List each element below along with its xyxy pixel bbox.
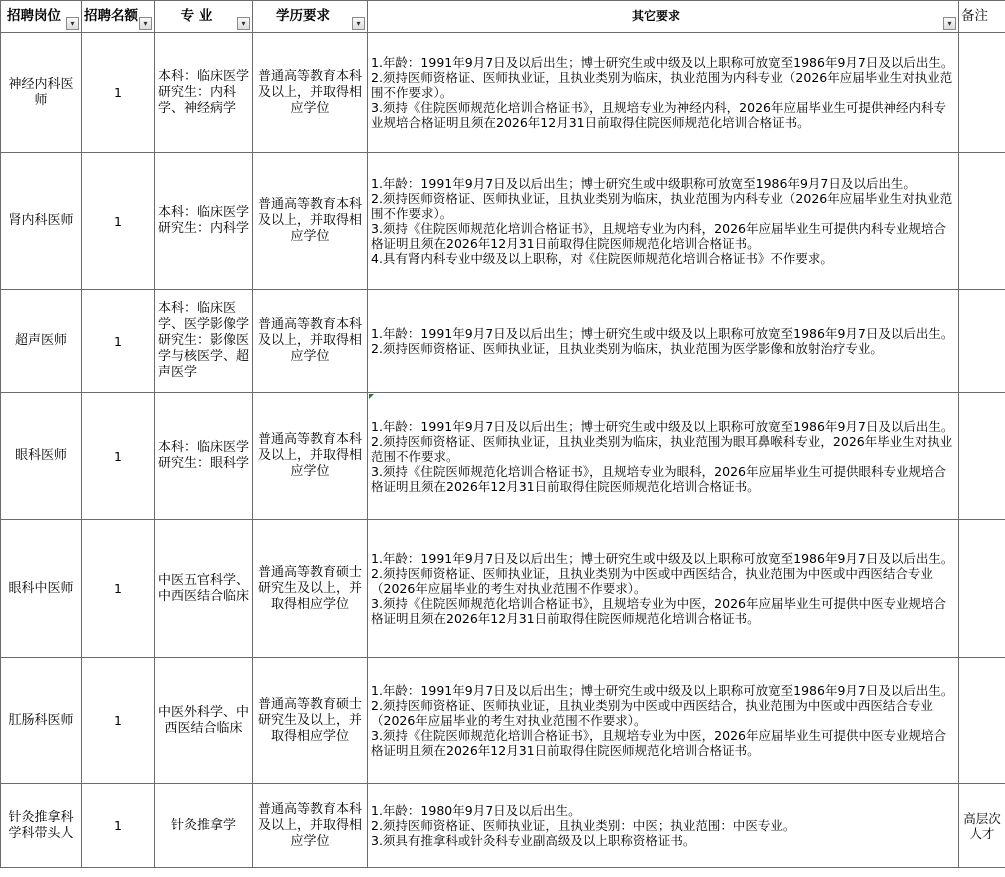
major-line: 本科：临床医学、医学影像学 [158, 301, 250, 332]
major-cell[interactable] [155, 658, 253, 784]
note-cell[interactable]: 高层次人才 [959, 784, 1005, 868]
table-row [1, 33, 1005, 153]
requirement-item: 2.须持医师资格证、医师执业证，且执业类别为临床，执业范围为眼耳鼻喉科专业，2026年毕业生对执业范围不作要求。 [371, 433, 953, 464]
requirement-item: 3.须持《住院医师规范化培训合格证书》，且规培专业为中医，2026年应届毕业生可提供中医专业规培合格证明且须在2026年12月31日前取得住院医师规范化培训合格证书。 [371, 728, 946, 758]
note-cell[interactable] [959, 290, 1005, 393]
requirement-item: 4.具有肾内科专业中级及以上职称，对《住院医师规范化培训合格证书》不作要求。 [371, 251, 833, 266]
filter-dropdown-icon[interactable]: ▾ [943, 17, 956, 30]
education-cell[interactable]: 普通高等教育本科及以上，并取得相应学位 [253, 290, 368, 393]
note-cell[interactable] [959, 520, 1005, 658]
count-cell[interactable]: 1 [82, 393, 155, 520]
position-cell[interactable]: 超声医师 [1, 290, 82, 393]
header-major [155, 1, 253, 33]
header-other [368, 1, 959, 33]
table-row [1, 520, 1005, 658]
count-cell[interactable]: 1 [82, 520, 155, 658]
filter-dropdown-icon[interactable]: ▾ [352, 17, 365, 30]
major-line: 中医外科学、中西医结合临床 [158, 704, 250, 736]
table-row [1, 658, 1005, 784]
major-line: 中医五官科学、中西医结合临床 [158, 572, 250, 604]
position-cell[interactable]: 眼科医师 [1, 393, 82, 520]
requirement-item: 2.须持医师资格证、医师执业证，且执业类别为临床，执业范围为医学影像和放射治疗专业。 [371, 341, 883, 356]
position-cell[interactable]: 肛肠科医师 [1, 658, 82, 784]
major-line: 研究生：内科学、神经病学 [158, 84, 237, 116]
major-line: 研究生：眼科学 [158, 456, 250, 471]
table-row [1, 290, 1005, 393]
header-note [959, 1, 1005, 33]
requirements-cell[interactable] [368, 520, 959, 658]
requirement-item: 1.年龄：1991年9月7日及以后出生；博士研究生或中级及以上职称可放宽至1986年9月7日及以后出生。 [371, 551, 954, 566]
header-note-label: 备注 [961, 8, 988, 24]
requirements-cell[interactable] [368, 290, 959, 393]
header-education-label: 学历要求 [276, 8, 330, 24]
major-line: 研究生：影像医学与核医学、超声医学 [158, 333, 250, 380]
education-cell[interactable]: 普通高等教育本科及以上，并取得相应学位 [253, 784, 368, 868]
requirement-item: 1.年龄：1991年9月7日及以后出生；博士研究生或中级及以上职称可放宽至1986年9月7日及以后出生。 [371, 326, 954, 341]
requirement-item: 3.须持《住院医师规范化培训合格证书》，且规培专业为内科，2026年应届毕业生可提供内科专业规培合格证明且须在2026年12月31日前取得住院医师规范化培训合格证书。 [371, 221, 946, 251]
major-cell[interactable] [155, 153, 253, 290]
requirement-item: 1.年龄：1991年9月7日及以后出生；博士研究生或中级及以上职称可放宽至1986年9月7日及以后出生。 [371, 418, 954, 434]
table-row [1, 784, 1005, 868]
note-cell[interactable] [959, 658, 1005, 784]
requirement-item: 1.年龄：1991年9月7日及以后出生；博士研究生或中级及以上职称可放宽至1986年9月7日及以后出生。 [371, 683, 954, 698]
education-cell[interactable]: 普通高等教育本科及以上，并取得相应学位 [253, 393, 368, 520]
requirement-item: 1.年龄：1980年9月7日及以后出生。 [371, 803, 581, 818]
position-cell[interactable]: 肾内科医师 [1, 153, 82, 290]
position-cell[interactable]: 针灸推拿科学科带头人 [1, 784, 82, 868]
header-other-label: 其它要求 [631, 9, 680, 23]
requirements-cell[interactable] [368, 784, 959, 868]
major-cell[interactable] [155, 784, 253, 868]
requirement-item: 1.年龄：1991年9月7日及以后出生；博士研究生或中级及以上职称可放宽至1986年9月7日及以后出生。 [371, 55, 954, 70]
education-cell[interactable]: 普通高等教育本科及以上，并取得相应学位 [253, 153, 368, 290]
requirements-cell[interactable] [368, 33, 959, 153]
major-cell[interactable] [155, 520, 253, 658]
header-count [82, 1, 155, 33]
requirements-cell[interactable] [368, 393, 959, 520]
major-line: 本科：临床医学 [158, 68, 250, 84]
education-cell[interactable]: 普通高等教育硕士研究生及以上，并取得相应学位 [253, 658, 368, 784]
header-position [1, 1, 82, 33]
requirement-item: 3.须持《住院医师规范化培训合格证书》，且规培专业为中医，2026年应届毕业生可提供中医专业规培合格证明且须在2026年12月31日前取得住院医师规范化培训合格证书。 [371, 596, 946, 626]
filter-dropdown-icon[interactable]: ▾ [66, 17, 79, 30]
requirement-item: 1.年龄：1991年9月7日及以后出生；博士研究生或中级职称可放宽至1986年9月7日及以后出生。 [371, 176, 916, 191]
requirement-item: 2.须持医师资格证、医师执业证，且执业类别为临床，执业范围为内科专业（2026年应届毕业生对执业范围不作要求）。 [371, 70, 953, 100]
note-cell[interactable] [959, 153, 1005, 290]
table-row [1, 153, 1005, 290]
count-cell[interactable]: 1 [82, 153, 155, 290]
cell-comment-marker-icon [369, 394, 374, 399]
major-cell[interactable] [155, 393, 253, 520]
header-major-label: 专 业 [180, 8, 213, 24]
major-line: 本科：临床医学 [158, 440, 250, 455]
education-cell[interactable]: 普通高等教育硕士研究生及以上，并取得相应学位 [253, 520, 368, 658]
count-cell[interactable]: 1 [82, 784, 155, 868]
requirement-item: 2.须持医师资格证、医师执业证，且执业类别为中医或中西医结合，执业范围为中医或中西医结合专业（2026年应届毕业的考生对执业范围不作要求）。 [371, 698, 933, 728]
requirement-item: 3.须持《住院医师规范化培训合格证书》，且规培专业为眼科，2026年应届毕业生可提供眼科专业规培合格证明且须在2026年12月31日前取得住院医师规范化培训合格证书。 [371, 463, 946, 494]
count-cell[interactable]: 1 [82, 290, 155, 393]
header-education [253, 1, 368, 33]
education-cell[interactable]: 普通高等教育本科及以上，并取得相应学位 [253, 33, 368, 153]
note-cell[interactable] [959, 393, 1005, 520]
filter-dropdown-icon[interactable]: ▾ [237, 17, 250, 30]
requirements-cell[interactable] [368, 153, 959, 290]
table-row [1, 393, 1005, 520]
major-cell[interactable] [155, 290, 253, 393]
header-row [1, 1, 1005, 33]
major-line: 本科：临床医学 [158, 205, 250, 220]
position-cell[interactable]: 神经内科医师 [1, 33, 82, 153]
major-line: 针灸推拿学 [170, 817, 236, 833]
requirements-cell[interactable] [368, 658, 959, 784]
requirement-item: 2.须持医师资格证、医师执业证，且执业类别为中医或中西医结合，执业范围为中医或中西医结合专业（2026年应届毕业的考生对执业范围不作要求）。 [371, 566, 933, 596]
requirement-item: 3.须持《住院医师规范化培训合格证书》，且规培专业为神经内科，2026年应届毕业生可提供神经内科专业规培合格证明且须在2026年12月31日前取得住院医师规范化培训合格证书。 [371, 100, 946, 130]
header-count-label: 招聘名额 [84, 8, 138, 24]
requirement-item: 2.须持医师资格证、医师执业证，且执业类别为临床，执业范围为内科专业（2026年应届毕业生对执业范围不作要求）。 [371, 191, 953, 221]
count-cell[interactable]: 1 [82, 658, 155, 784]
filter-dropdown-icon[interactable]: ▾ [139, 17, 152, 30]
major-line: 研究生：内科学 [158, 221, 250, 236]
major-cell[interactable] [155, 33, 253, 153]
requirement-item: 2.须持医师资格证、医师执业证，且执业类别：中医；执业范围：中医专业。 [371, 818, 796, 833]
note-cell[interactable] [959, 33, 1005, 153]
requirement-item: 3.须具有推拿科或针灸科专业副高级及以上职称资格证书。 [371, 833, 696, 848]
position-cell[interactable]: 眼科中医师 [1, 520, 82, 658]
header-position-label: 招聘岗位 [7, 8, 61, 24]
count-cell[interactable]: 1 [82, 33, 155, 153]
